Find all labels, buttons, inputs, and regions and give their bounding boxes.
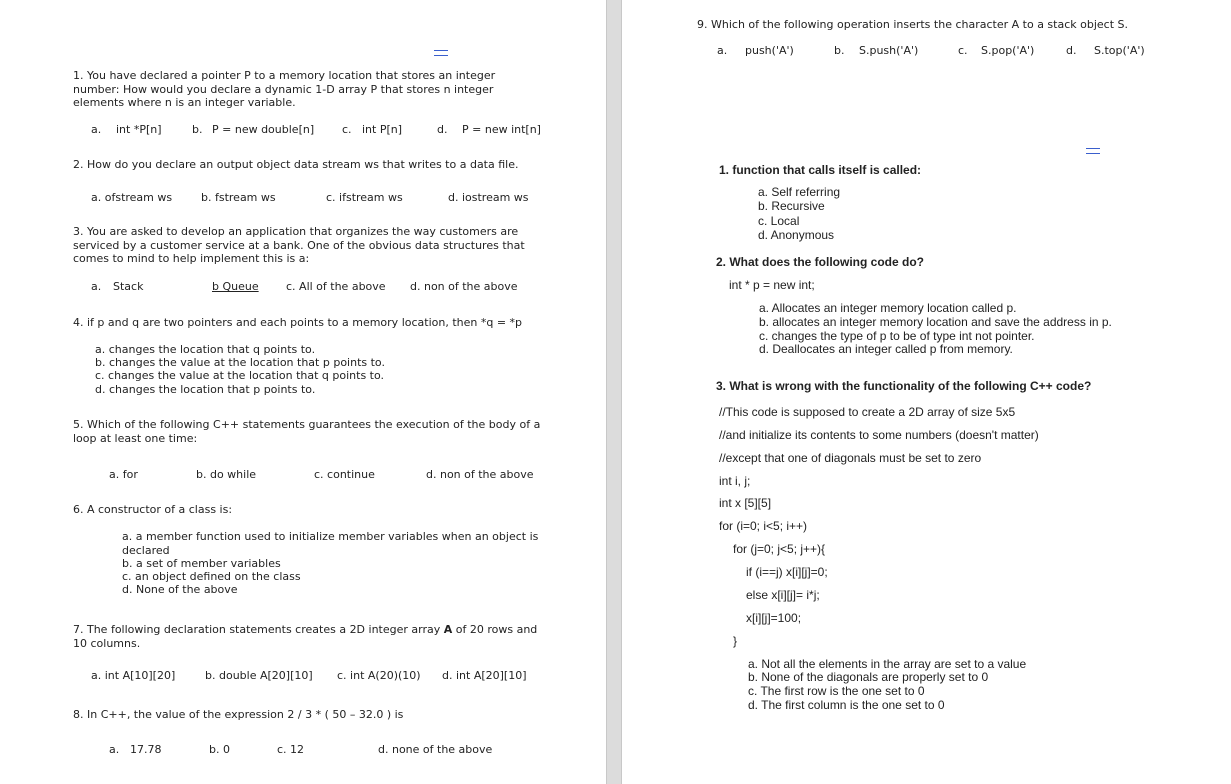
r3-code-line: int x [5][5]	[719, 496, 772, 510]
r3-option-c: c. The first row is the one set to 0	[748, 684, 925, 698]
page-gutter	[606, 0, 622, 784]
q1-option-a-label: a.	[91, 123, 102, 136]
q7-option-c: c. int A(20)(10)	[337, 669, 421, 682]
q1-text: 1. You have declared a pointer P to a memory location that stores an integer number: How would you declare a dynamic 1-D array P that stores n integer elements where n is an integer variable.	[73, 69, 496, 109]
r3-code-line: //This code is supposed to create a 2D array of size 5x5	[719, 405, 1016, 419]
r1-option-d: d. Anonymous	[758, 228, 835, 242]
format-mark	[1086, 148, 1100, 154]
q4-option-b: b. changes the value at the location that p points to.	[95, 356, 385, 369]
q9-option-a-label: a.	[717, 44, 728, 57]
r2-option-c: c. changes the type of p to be of type int not pointer.	[759, 329, 1035, 343]
q5-option-c: c. continue	[314, 468, 375, 481]
r3-code-line: int i, j;	[719, 474, 751, 488]
r1-option-c: c. Local	[758, 214, 800, 228]
q1-option-b: P = new double[n]	[212, 123, 315, 136]
q4-text: 4. if p and q are two pointers and each points to a memory location, then *q = *p	[73, 316, 523, 329]
r3-code-line: if (i==j) x[i][j]=0;	[746, 565, 828, 579]
q8-option-a: 17.78	[130, 743, 162, 756]
r3-code-line: //and initialize its contents to some numbers (doesn't matter)	[719, 428, 1039, 442]
q6-text: 6. A constructor of a class is:	[73, 503, 233, 516]
q7-option-d: d. int A[20][10]	[442, 669, 527, 682]
r2-code: int * p = new int;	[729, 278, 815, 292]
q8-option-d: d. none of the above	[378, 743, 493, 756]
q5-text: 5. Which of the following C++ statements guarantees the execution of the body of a loop at least one time:	[73, 418, 541, 445]
q3-option-a: Stack	[113, 280, 144, 293]
q1-option-d-label: d.	[437, 123, 448, 136]
r3-code-line: }	[733, 634, 738, 648]
r3-option-b: b. None of the diagonals are properly set to 0	[748, 670, 989, 684]
q8-text: 8. In C++, the value of the expression 2 / 3 * ( 50 – 32.0 ) is	[73, 708, 404, 721]
q9-option-d-label: d.	[1066, 44, 1077, 57]
q2-text: 2. How do you declare an output object data stream ws that writes to a data file.	[73, 158, 519, 171]
right-page	[622, 0, 1231, 784]
q1-option-a: int *P[n]	[116, 123, 162, 136]
q9-option-b-label: b.	[834, 44, 845, 57]
r3-code-line: for (j=0; j<5; j++){	[733, 542, 826, 556]
q5-option-b: b. do while	[196, 468, 257, 481]
q9-option-c: S.pop('A')	[981, 44, 1035, 57]
r3-code-line: else x[i][j]= i*j;	[746, 588, 820, 602]
q9-option-b: S.push('A')	[859, 44, 919, 57]
r2-option-d: d. Deallocates an integer called p from memory.	[759, 342, 1013, 356]
r2-option-b: b. allocates an integer memory location and save the address in p.	[759, 315, 1112, 329]
r1-text: 1. function that calls itself is called:	[719, 163, 922, 177]
q2-option-a: a. ofstream ws	[91, 191, 173, 204]
q5-option-a: a. for	[109, 468, 138, 481]
q6-option-b: b. a set of member variables	[122, 557, 281, 570]
r3-text: 3. What is wrong with the functionality of the following C++ code?	[716, 379, 1092, 393]
q9-option-d: S.top('A')	[1094, 44, 1145, 57]
q6-option-a: a. a member function used to initialize member variables when an object is declared	[122, 530, 539, 557]
q4-option-c: c. changes the value at the location that q points to.	[95, 369, 385, 382]
q5-option-d: d. non of the above	[426, 468, 534, 481]
q3-option-a-label: a.	[91, 280, 102, 293]
q1-option-b-label: b.	[192, 123, 203, 136]
q9-text: 9. Which of the following operation inserts the character A to a stack object S.	[697, 18, 1128, 31]
r2-option-a: a. Allocates an integer memory location called p.	[759, 301, 1017, 315]
q3-text: 3. You are asked to develop an application that organizes the way customers are serviced by a customer service at a bank. One of the obvious data structures that comes to mind to help implement this is a:	[73, 225, 525, 265]
r3-option-a: a. Not all the elements in the array are set to a value	[748, 657, 1027, 671]
q7-option-a: a. int A[10][20]	[91, 669, 176, 682]
q3-option-b: b Queue	[212, 280, 259, 293]
q2-option-b: b. fstream ws	[201, 191, 276, 204]
q1-option-c: int P[n]	[362, 123, 403, 136]
q1-option-c-label: c.	[342, 123, 352, 136]
r3-code-line: //except that one of diagonals must be set to zero	[719, 451, 982, 465]
q9-option-a: push('A')	[745, 44, 794, 57]
q8-option-c: c. 12	[277, 743, 305, 756]
q8-option-b: b. 0	[209, 743, 230, 756]
r3-option-d: d. The first column is the one set to 0	[748, 698, 945, 712]
q2-option-c: c. ifstream ws	[326, 191, 403, 204]
q4-option-d: d. changes the location that p points to.	[95, 383, 316, 396]
q2-option-d: d. iostream ws	[448, 191, 529, 204]
r3-code-line: for (i=0; i<5; i++)	[719, 519, 808, 533]
q4-option-a: a. changes the location that q points to.	[95, 343, 316, 356]
r1-option-a: a. Self referring	[758, 185, 841, 199]
q6-option-c: c. an object defined on the class	[122, 570, 301, 583]
q3-option-c: c. All of the above	[286, 280, 386, 293]
r3-code-line: x[i][j]=100;	[746, 611, 802, 625]
left-page	[0, 0, 606, 784]
q6-option-d: d. None of the above	[122, 583, 238, 596]
format-mark	[434, 50, 448, 56]
q9-option-c-label: c.	[958, 44, 968, 57]
q7-option-b: b. double A[20][10]	[205, 669, 313, 682]
q3-option-d: d. non of the above	[410, 280, 518, 293]
r2-text: 2. What does the following code do?	[716, 255, 924, 269]
q8-option-a-label: a.	[109, 743, 120, 756]
q1-option-d: P = new int[n]	[462, 123, 541, 136]
q7-text: 7. The following declaration statements creates a 2D integer array A of 20 rows and 10 columns.	[73, 623, 538, 650]
r1-option-b: b. Recursive	[758, 199, 825, 213]
